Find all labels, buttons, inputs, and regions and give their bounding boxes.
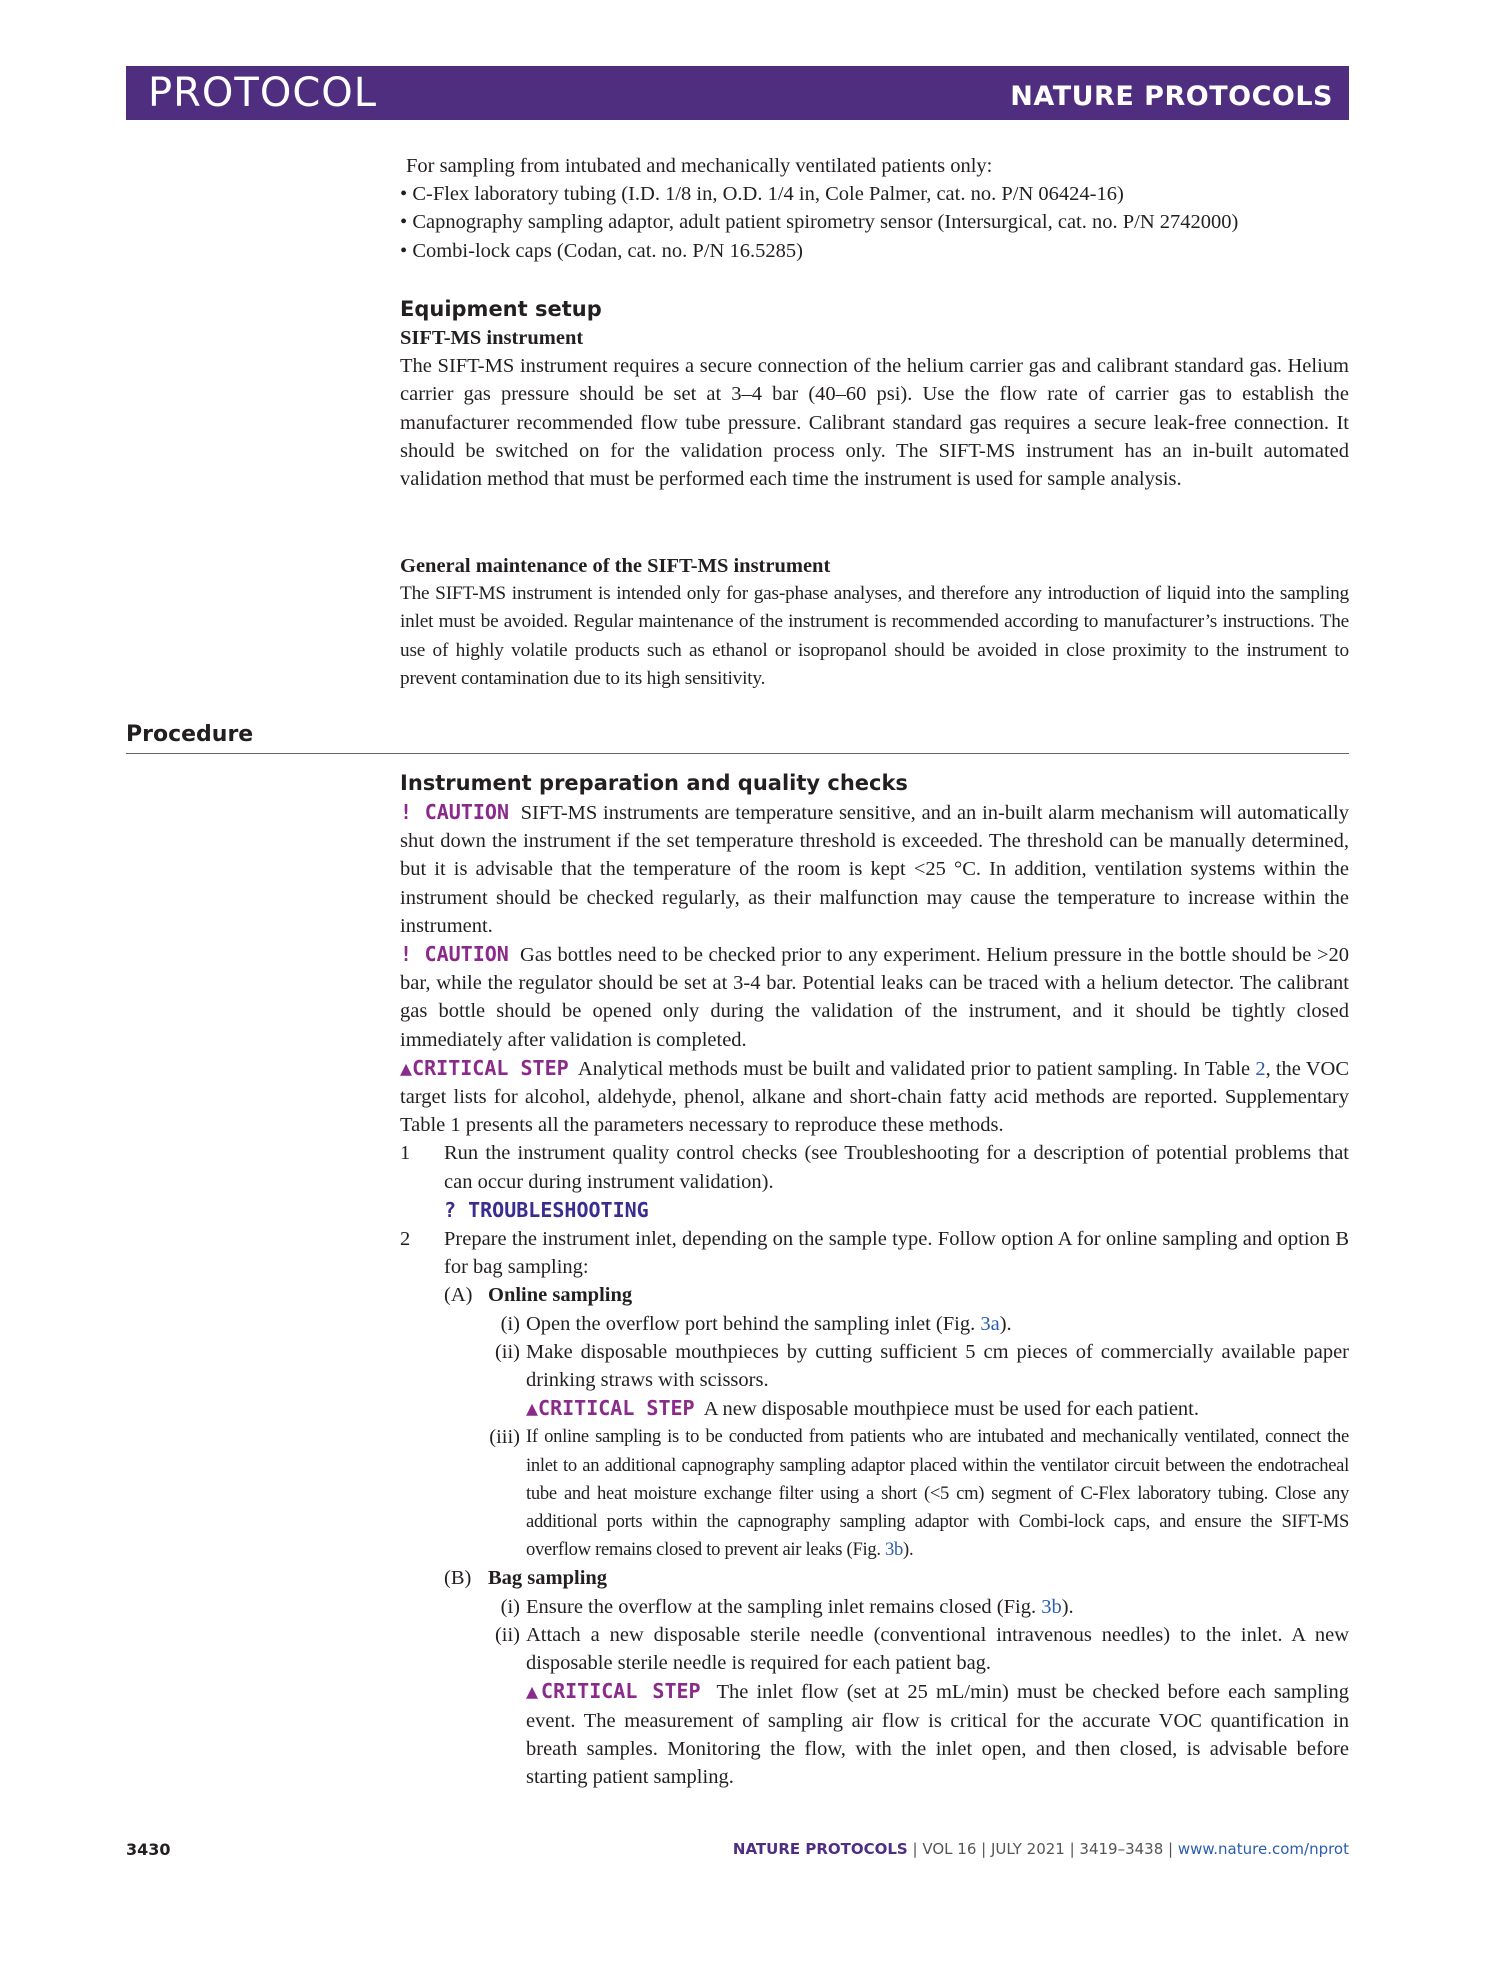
footer-url[interactable]: www.nature.com/nprot bbox=[1177, 1840, 1349, 1858]
footer-journal: NATURE PROTOCOLS bbox=[732, 1840, 908, 1858]
intubated-intro: For sampling from intubated and mechanically ventilated patients only: bbox=[406, 155, 993, 177]
step-2: 2 Prepare the instrument inlet, depending on the sample type. Follow option A for online sampling and option B for bag sampling: (A) Online sampling (i) Open the overflow port behind the sampling inlet (Fig. 3a). (ii) Make disposable mouthpieces by cutting sufficient 5 cm pieces of commercially available paper drinking straws with scissors. ▲CRITICAL STEP A new disposable mouthpiece must be used for each patient. (iii) If online sampling is to be conducted from patients who are intubated and mechanically ventilated, connect the inlet to an additional capnography sampling adaptor placed within the ventilator circuit between the endotracheal tube and heat moisture exchange filter using a short (<5 cm) segment of C-Flex laboratory tubing. Close any additional ports within the capnography sampling adaptor with Combi-lock caps, and ensure the SIFT-MS overflow remains closed to prevent air leaks (Fig. 3b). (B) Bag sampling (i) Ensure the overflow at the sampling inlet remains closed (Fig. 3b). (ii) Attach a new disposable sterile needle (conventional intravenous needles) to the inlet. A new disposable sterile needle is required for each patient bag. ▲CRITICAL STEP The inlet flow (set at 25 mL/min) must be checked before each sampling event. The measurement of sampling air flow is critical for the accurate VOC quantification in breath samples. Monitoring the flow, with the inlet open, and then closed, is advisable before starting patient sampling. bbox=[400, 1225, 1349, 1791]
list-item: • Combi-lock caps (Codan, cat. no. P/N 16.5285) bbox=[400, 239, 803, 262]
option-a: (A) Online sampling bbox=[444, 1281, 1349, 1309]
section-divider bbox=[126, 753, 1349, 754]
maintenance-heading: General maintenance of the SIFT-MS instrument bbox=[400, 555, 831, 577]
footer-citation: NATURE PROTOCOLS | VOL 16 | JULY 2021 | 3419–3438 | www.nature.com/nprot bbox=[732, 1840, 1349, 1858]
header-journal: NATURE PROTOCOLS bbox=[1010, 81, 1333, 112]
maintenance-text: The SIFT-MS instrument is intended only for gas-phase analyses, and therefore any introduction of liquid into the sampling inlet must be avoided. Regular maintenance of the instrument is recommended according to manufacturer’s instructions. The use of highly volatile products such as ethanol or isopropanol should be avoided in close proximity to the instrument to prevent contamination due to its high sensitivity. bbox=[400, 583, 1349, 689]
option-b: (B) Bag sampling bbox=[444, 1564, 1349, 1592]
option-b-title: Bag sampling bbox=[488, 1567, 608, 1590]
maintenance-section bbox=[400, 552, 1349, 693]
caution-label: ! CAUTION bbox=[400, 800, 510, 824]
figure-ref[interactable]: 3b bbox=[1041, 1595, 1062, 1618]
caution-1: ! CAUTION SIFT-MS instruments are temperature sensitive, and an in-built alarm mechanism will automatically shut down the instrument if the set temperature threshold is exceeded. The threshold can be manually determined, but it is advisable that the temperature of the room is kept <25 °C. In addition, ventilation systems within the instrument should be checked regularly, as their malfunction may cause the temperature to increase within the instrument. bbox=[400, 800, 1349, 937]
option-b-ii: (ii) Attach a new disposable sterile needle (conventional intravenous needles) to the inlet. A new disposable sterile needle is required for each patient bag. ▲CRITICAL STEP The inlet flow (set at 25 mL/min) must be checked before each sampling event. The measurement of sampling air flow is critical for the accurate VOC quantification in breath samples. Monitoring the flow, with the inlet open, and then closed, is advisable before starting patient sampling. bbox=[494, 1623, 1349, 1788]
intubated-list bbox=[400, 152, 1349, 265]
figure-ref[interactable]: 3a bbox=[980, 1312, 1000, 1335]
step-1: 1 Run the instrument quality control checks (see Troubleshooting for a description of potential problems that can occur during instrument validation). ? TROUBLESHOOTING bbox=[400, 1142, 1349, 1222]
procedure-heading: Instrument preparation and quality checks bbox=[400, 771, 908, 795]
option-a-title: Online sampling bbox=[488, 1284, 633, 1307]
list-item: • C-Flex laboratory tubing (I.D. 1/8 in, O.D. 1/4 in, Cole Palmer, cat. no. P/N 06424-16) bbox=[400, 183, 1124, 206]
equipment-heading: Equipment setup bbox=[400, 297, 602, 321]
option-a-iii: (iii) If online sampling is to be conducted from patients who are intubated and mechanically ventilated, connect the inlet to an additional capnography sampling adaptor placed within the ventilator circuit between the endotracheal tube and heat moisture exchange filter using a short (<5 cm) segment of C-Flex laboratory tubing. Close any additional ports within the capnography sampling adaptor with Combi-lock caps, and ensure the SIFT-MS overflow remains closed to prevent air leaks (Fig. 3b). bbox=[489, 1426, 1349, 1561]
option-b-i: (i) Ensure the overflow at the sampling inlet remains closed (Fig. 3b). bbox=[500, 1595, 1074, 1618]
page-number: 3430 bbox=[126, 1840, 171, 1859]
equipment-text: The SIFT-MS instrument requires a secure connection of the helium carrier gas and calibrant standard gas. Helium carrier gas pressure should be set at 3–4 bar (40–60 psi). Use the flow rate of carrier gas to establish the manufacturer recommended flow tube pressure. Calibrant standard gas requires a secure leak-free connection. It should be switched on for the validation process only. The SIFT-MS instrument has an in-built automated validation method that must be performed each time the instrument is used for sample analysis. bbox=[400, 355, 1349, 491]
figure-ref[interactable]: 3b bbox=[885, 1539, 904, 1561]
equipment-section bbox=[400, 294, 1349, 493]
header-article-type: PROTOCOL bbox=[148, 70, 378, 116]
procedure-label: Procedure bbox=[126, 722, 254, 747]
header-banner bbox=[126, 66, 1349, 120]
caution-label: ! CAUTION bbox=[400, 942, 509, 967]
caution-2: ! CAUTION Gas bottles need to be checked prior to any experiment. Helium pressure in the bottle should be >20 bar, while the regulator should be set at 3-4 bar. Potential leaks can be traced with a helium detector. The calibrant gas bottle should be opened only during the validation of the instrument, and it should be tightly closed immediately after validation is completed. bbox=[400, 942, 1350, 1051]
critical-label: ▲CRITICAL STEP bbox=[400, 1055, 569, 1080]
troubleshooting-link[interactable]: ? TROUBLESHOOTING bbox=[444, 1197, 649, 1222]
table-ref[interactable]: 2 bbox=[1255, 1057, 1266, 1080]
option-a-i: (i) Open the overflow port behind the sampling inlet (Fig. 3a). bbox=[500, 1312, 1012, 1335]
equipment-subheading: SIFT-MS instrument bbox=[400, 327, 584, 349]
list-item: • Capnography sampling adaptor, adult patient spirometry sensor (Intersurgical, cat. no. P/N 2742000) bbox=[400, 211, 1239, 234]
critical-label: ▲CRITICAL STEP bbox=[526, 1679, 701, 1704]
procedure-section bbox=[400, 768, 1349, 1791]
critical-label: ▲CRITICAL STEP bbox=[526, 1396, 695, 1421]
option-a-ii: (ii) Make disposable mouthpieces by cutting sufficient 5 cm pieces of commercially available paper drinking straws with scissors. ▲CRITICAL STEP A new disposable mouthpiece must be used for each patient. bbox=[494, 1340, 1349, 1421]
critical-step-1: ▲CRITICAL STEP Analytical methods must be built and validated prior to patient sampling. In Table 2, the VOC target lists for alcohol, aldehyde, phenol, alkane and short-chain fatty acid methods are reported. Supplementary Table 1 presents all the parameters necessary to reproduce these methods. bbox=[400, 1055, 1349, 1137]
